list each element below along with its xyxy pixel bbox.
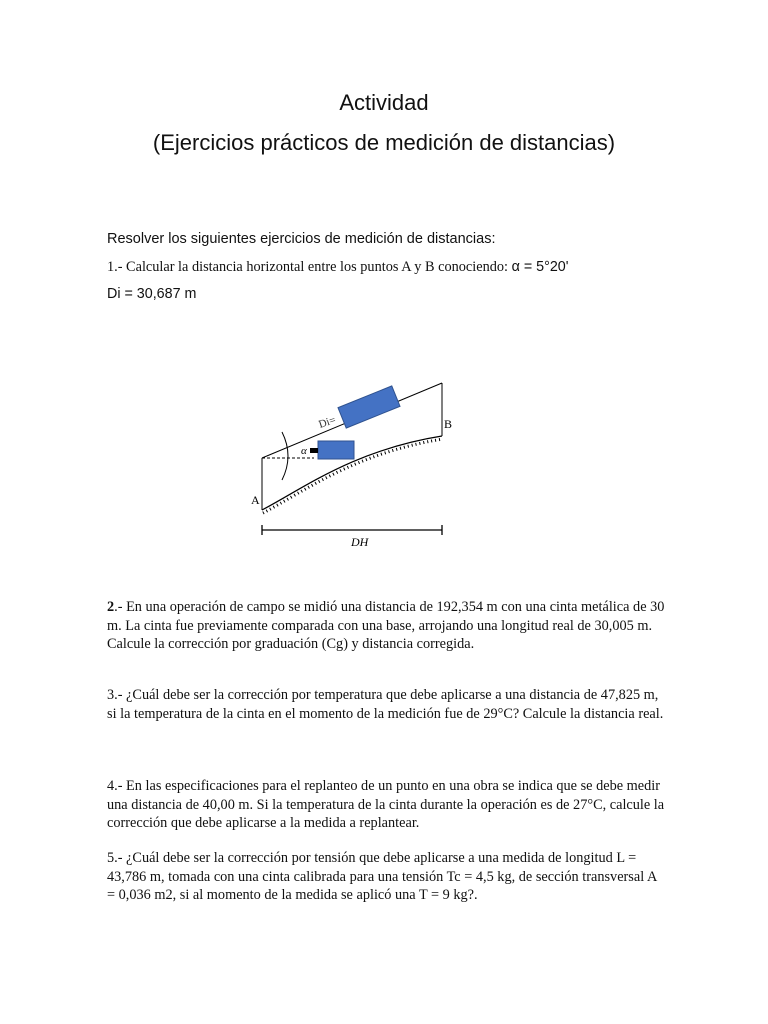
exercise-2-text: .- En una operación de campo se midió una distancia de 192,354 m con una cinta metálica de 30 m. La cinta fue previamente comparada con una base, arrojando una longitud real de 30,005 m. Calcule la corrección por graduación (Cg) y distancia corregida.	[107, 599, 665, 652]
dh-label: DH	[351, 535, 369, 549]
exercise-1-text: 1.- Calcular la distancia horizontal entre los puntos A y B conociendo:	[107, 259, 512, 275]
angle-arc	[282, 432, 288, 480]
intro-text: Resolver los siguientes ejercicios de medición de distancias:	[107, 231, 496, 247]
document-title: Actividad	[339, 90, 429, 115]
exercise-5: 5.- ¿Cuál debe ser la corrección por tensión que debe aplicarse a una medida de longitud L = 43,786 m, tomada con una cinta calibrada para una tensión Tc = 4,5 kg, de sección transversal A = 0,036 m2, si al momento de la medida se aplicó una T = 9 kg?.	[107, 850, 657, 903]
document-subtitle: (Ejercicios prácticos de medición de distancias)	[152, 130, 616, 155]
point-a-label: A	[251, 493, 260, 507]
di-label: Di=	[317, 414, 338, 431]
alpha-label: α	[301, 445, 307, 457]
slope-distance-diagram	[244, 378, 460, 550]
exercise-1	[107, 258, 667, 277]
angle-marker	[310, 448, 318, 453]
point-b-label: B	[444, 417, 453, 431]
exercise-2-number: 2	[107, 599, 115, 615]
exercise-2	[107, 598, 667, 654]
exercise-3: 3.- ¿Cuál debe ser la corrección por temperatura que debe aplicarse a una distancia de 47,825 m, si la temperatura de la cinta en el momento de la medición fue de 29°C? Calcule la distancia real.	[107, 687, 664, 722]
label-box-angle	[318, 441, 354, 459]
label-box-inclined	[338, 386, 400, 428]
exercise-4: 4.- En las especificaciones para el replanteo de un punto en una obra se indica que se debe medir una distancia de 40,00 m. Si la temperatura de la cinta durante la operación es de 27°C, calcule la corrección que debe aplicarse a la medida a replantear.	[107, 778, 665, 831]
exercise-1-given: Di = 30,687 m	[107, 286, 197, 302]
exercise-1-alpha: α = 5°20'	[511, 259, 569, 275]
